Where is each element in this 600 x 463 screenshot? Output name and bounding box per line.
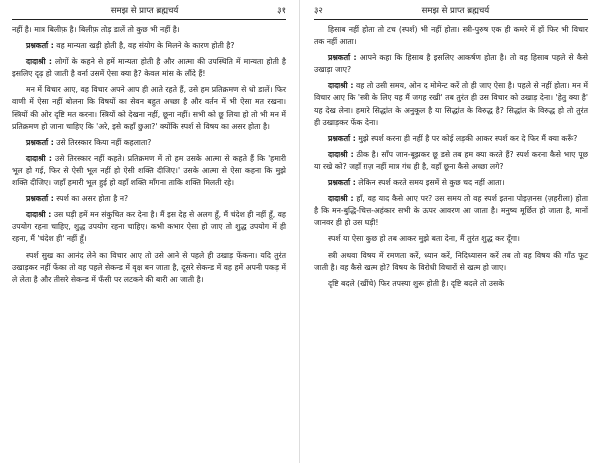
paragraph <box>314 52 588 76</box>
paragraph <box>314 177 588 189</box>
paragraph-text: लेकिन स्पर्श करते समय इसमें से कुछ चद नहीं आता। <box>358 178 505 188</box>
paragraph <box>314 250 588 274</box>
paragraph-text: स्पर्श या ऐसा कुछ हो तब आकर मुझे बता देना, मैं तुरंत शुद्ध कर दूँगा। <box>328 234 520 244</box>
paragraph <box>314 80 588 128</box>
paragraph-text: मुझे स्पर्श करना ही नहीं है पर कोई लड़की आकर स्पर्श कर दे फिर मैं क्या करूँ? <box>358 133 578 143</box>
paragraph-text: नहीं है। मात्र बिलीफ़ है। बिलीफ़ तोड़ डालें तो कुछ भी नहीं है। <box>12 25 180 34</box>
speaker-label: प्रश्नकर्ता : <box>328 53 357 63</box>
paragraph-text: लोगों के कहने से हमें मान्यता होती है और आत्मा की उपस्थिति में मान्यता होती है इसलिए दृढ़ हो जाती है वर्ना उसमें ऐसा क्या है? केवल मांस के लौंदे हैं! <box>12 57 286 79</box>
paragraph-text: स्त्री अथवा विषय में रमणता करें, ध्यान करें, निदिध्यासन करें तब तो वह विषय की गाँठ फूट जाती है। वह कैसे खत्म हो? विषय के विरोधी विचारों से खत्म हो जाए। <box>314 250 588 272</box>
page-number: ३२ <box>314 6 323 16</box>
paragraph <box>314 193 588 229</box>
paragraph-text: हाँ, वह याद कैसे आए पर? उस समय तो वह स्पर्श इतना पोइज़नस (ज़हरीला) होता है कि मन-बुद्धि-चित्त-अहंकार सभी के ऊपर आवरण आ जाता है। मनुष्य मूर्छित हो जाता है, मानों जानवर ही हो उस घड़ी! <box>314 194 588 228</box>
paragraph <box>12 193 286 205</box>
page-number: ३१ <box>277 6 286 16</box>
speaker-label: दादाश्री : <box>26 210 52 220</box>
paragraph <box>12 250 286 286</box>
speaker-label: दादाश्री : <box>26 153 52 163</box>
running-title: समझ से प्राप्त ब्रह्मचर्य <box>110 6 179 16</box>
paragraph <box>12 137 286 149</box>
paragraph <box>12 209 286 245</box>
speaker-label: दादाश्री : <box>328 194 354 204</box>
paragraph-text: उस घड़ी हमें मन संकुचित कर देना है। मैं इस देह से अलग हूँ, मैं चंदेश ही नहीं हूँ, वह उपयोग रहना चाहिए, शुद्ध उपयोग रहना चाहिए। कभी कभार ऐसा हो जाए तो शुद्ध उपयोग में ही रहना, मैं 'चंदेश ही' नहीं हूँ। <box>12 210 286 244</box>
speaker-label: प्रश्नकर्ता : <box>26 194 54 204</box>
paragraph <box>12 56 286 80</box>
speaker-label: प्रश्नकर्ता : <box>26 137 54 147</box>
right-running-head <box>314 6 588 20</box>
paragraph-text: मन में विचार आए, वह विचार अपने आप ही आते रहते हैं, उसे हम प्रतिक्रमण से धो डालें। फिर वाणी में ऐसा नहीं बोलना कि विषयों का सेवन बहुत अच्छा है और वर्तन में भी ऐसा मत रखना। स्त्रियों की ओर दृष्टि मत करना। स्त्रियों को देखना नहीं, छूना नहीं। सभी को छू लिया हो तो भी मन में प्रतिक्रमण हो जाना चाहिए कि 'अरे, इसे कहाँ छुआ?' क्योंकि स्पर्श से विषय का असर होता है। <box>12 85 286 131</box>
speaker-label: प्रश्नकर्ता : <box>328 133 356 143</box>
speaker-label: दादाश्री : <box>26 57 52 67</box>
paragraph-text: स्पर्श सुख का आनंद लेने का विचार आए तो उसे आने से पहले ही उखाड़ फेंकना। यदि तुरंत उखाड़कर नहीं फेंका तो वह पहले सेकन्ड में वृक्ष बन जाता है, दूसरे सेकन्ड में वह हमें अपनी पकड़ में ले लेता है और तीसरे सेकन्ड में फँसी पर लटकने की बारी आ जाती है। <box>12 250 286 284</box>
paragraph <box>314 149 588 173</box>
paragraph-text: उसे तिरस्कार किया नहीं कहलाता? <box>56 137 152 147</box>
paragraph-text: हिसाब नहीं होता तो टच (स्पर्श) भी नहीं होता। स्त्री-पुरुष एक ही कमरे में हों फिर भी विचार तक नहीं आता। <box>314 25 588 47</box>
paragraph <box>12 84 286 132</box>
paragraph <box>12 40 286 52</box>
paragraph-text: आपने कहा कि हिसाब है इसलिए आकर्षण होता है। तो वह हिसाब पहले से कैसे उखाड़ा जाए? <box>314 53 589 75</box>
speaker-label: दादाश्री : <box>328 149 354 159</box>
paragraph <box>314 24 588 48</box>
right-page <box>300 0 600 463</box>
paragraph-text: वह मान्यता खड़ी होती है, वह संयोग के मिलने के कारण होती है? <box>56 41 235 51</box>
paragraph <box>12 153 286 189</box>
left-running-head <box>12 6 286 20</box>
paragraph-text: उसे तिरस्कार नहीं कहते। प्रतिक्रमण में तो हम उसके आत्मा से कहते हैं कि 'हमारी भूल हो गई, फिर से ऐसी भूल नहीं हो ऐसी शक्ति दीजिए।' उसके आत्मा से ऐसा कहना कि मुझे शक्ति दीजिए। जहाँ हमारी भूल हुई हो वहाँ शक्ति माँगना ताकि शक्ति मिलती रहे। <box>12 153 286 188</box>
left-body-text <box>12 24 286 286</box>
paragraph <box>314 233 588 245</box>
paragraph <box>12 24 286 36</box>
paragraph <box>314 278 588 290</box>
paragraph-text: ठीक है। साँप जान-बूझकर छू डसे तब हम क्या करते हैं? स्पर्श करना कैसे भाए पूछ या रखे को? जहाँ ग़ज़ नहीं मात्र गंध ही है, वहाँ छूना कैसे अच्छा लगे? <box>314 149 588 171</box>
paragraph-text: दृष्टि बदले (खींचे) फिर तपस्या शुरू होती है। दृष्टि बदले तो उसके <box>328 278 505 288</box>
right-body-text <box>314 24 588 290</box>
paragraph-text: वह तो उसी समय, ओन द मोमेन्ट करें तो ही जाए ऐसा है। पहले से नहीं होता। मन में विचार आए कि 'स्त्री के लिए यह मैं जगह रखी' तब तुरंत ही उस विचार को उखाड़ देना। 'हेतु क्या है' यह देख लेना। हमारे सिद्धांत के अनुकूल है या सिद्धांत के विरुद्ध है? सिद्धांत के विरुद्ध हो तो तुरंत ही उखाड़कर फेंक देना। <box>314 81 588 127</box>
paragraph <box>314 133 588 145</box>
speaker-label: दादाश्री : <box>328 81 354 91</box>
speaker-label: प्रश्नकर्ता : <box>26 41 54 51</box>
running-title: समझ से प्राप्त ब्रह्मचर्य <box>421 6 490 16</box>
paragraph-text: स्पर्श का असर होता है न? <box>56 194 129 204</box>
speaker-label: प्रश्नकर्ता : <box>328 178 356 188</box>
